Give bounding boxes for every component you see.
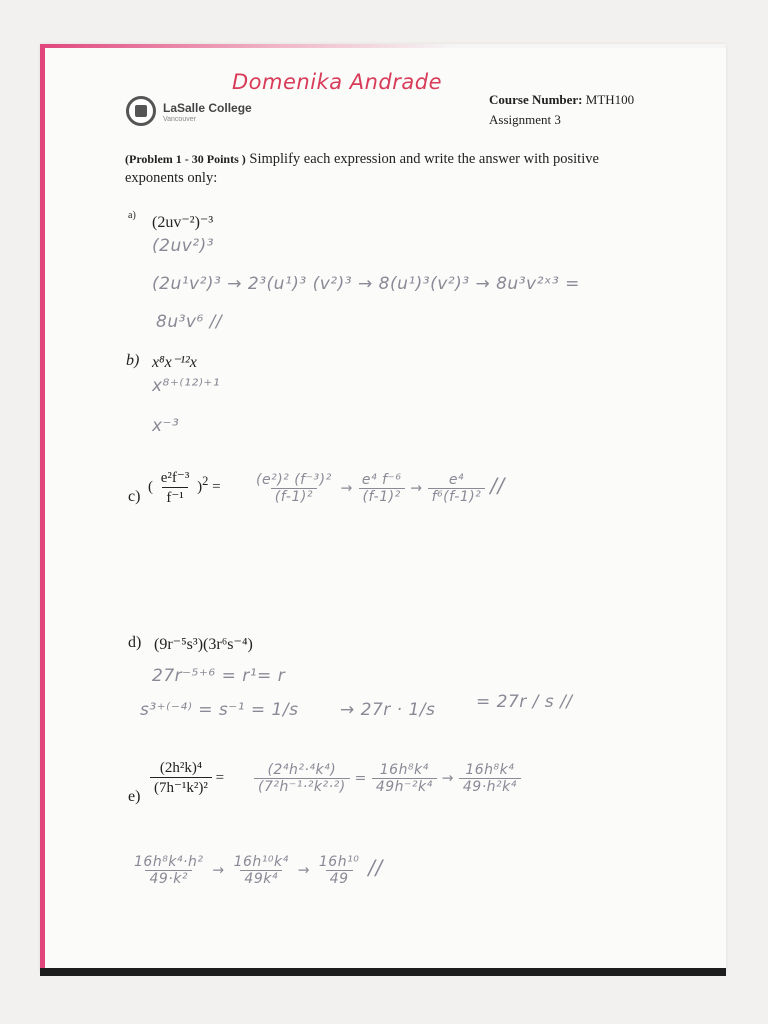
college-logo-icon: [126, 96, 156, 126]
part-c-work: $\frac{\text{(e²)² (f⁻³)²}}{\text{(f-1)²}}$ → $\frac{\text{e⁴ f⁻⁶}}{\text{(f-1)²}}$ → $\frac{\text{e⁴}}{\text{f⁶(f-1)²}}$ //: [252, 472, 505, 505]
part-c-expression: ( $\frac{\text{e²f⁻³}}{\text{f⁻¹}}$ )$^2$ =: [148, 470, 221, 506]
part-e-step-denominator: 49h⁻²k⁴: [372, 778, 437, 795]
student-signature: Domenika Andrade: [232, 70, 443, 94]
part-c-step-numerator: e⁴ f⁻⁶: [361, 472, 402, 488]
page-top-stripe: [40, 44, 726, 48]
part-c-numerator: e²f⁻³: [160, 470, 190, 486]
part-c-step: [252, 472, 336, 505]
logo-mark: [135, 105, 147, 117]
part-c-step-denominator: (f-1)²: [359, 488, 405, 505]
part-e-answer-denominator: 49: [326, 870, 353, 887]
part-a-expression: (2uv⁻²)⁻³: [152, 214, 214, 231]
part-e-step-denominator: 49k⁴: [240, 870, 282, 887]
part-e-step: [459, 762, 521, 795]
part-a-work-line: (2uv²)³: [152, 236, 215, 256]
part-e-step-denominator: (7²h⁻¹·²k²·²): [254, 778, 350, 795]
part-d-label: d): [128, 634, 142, 651]
part-e-label: e): [128, 788, 141, 805]
course-number: [489, 92, 634, 108]
part-b-expression: x⁸x⁻¹²x: [152, 354, 197, 371]
part-e-done-mark: //: [368, 855, 383, 880]
college-name: LaSalle College: [163, 101, 252, 115]
college-city: Vancouver: [163, 116, 196, 123]
part-b-label: b): [126, 352, 140, 369]
part-e-step: [130, 854, 207, 887]
problem-heading: (Problem 1 - 30 Points ): [125, 152, 246, 166]
part-b-work-line: x⁸⁺⁽¹²⁾⁺¹: [152, 376, 221, 396]
part-c-answer: [428, 472, 486, 505]
part-c-answer-numerator: e⁴: [448, 472, 465, 488]
part-e-answer-numerator: 16h¹⁰: [318, 854, 360, 870]
part-d-answer: = 27r / s //: [476, 692, 573, 712]
part-e-work-row-2: $\frac{\text{16h⁸k⁴·h²}}{\text{49·k²}}$ → $\frac{\text{16h¹⁰k⁴}}{\text{49k⁴}}$ → $\frac{\text{16h¹⁰}}{49}$ //: [130, 854, 383, 887]
part-d-work-line: → 27r · 1/s: [340, 700, 436, 720]
page-bottom-shadow: [40, 968, 726, 976]
assignment-page: [40, 44, 726, 972]
part-d-expression: (9r⁻⁵s³)(3r⁶s⁻⁴): [154, 636, 253, 653]
part-c-answer-denominator: f⁶(f-1)²: [428, 488, 486, 505]
part-e-work-row-1: $\frac{\text{(2⁴h²·⁴k⁴)}}{\text{(7²h⁻¹·²k²·²)}}$ = $\frac{\text{16h⁸k⁴}}{\text{49h⁻²k⁴}}$ → $\frac{\text{16h⁸k⁴}}{\text{49·h²k⁴}}$: [254, 762, 521, 795]
part-c-denominator: f⁻¹: [162, 487, 187, 507]
part-e-step-numerator: 16h¹⁰k⁴: [233, 854, 289, 870]
part-a-label: a): [128, 210, 136, 221]
problem-statement: [125, 150, 655, 188]
part-c-done-mark: //: [490, 473, 505, 498]
part-e-denominator: (7h⁻¹k²)²: [150, 777, 212, 797]
course-number-label: Course Number:: [489, 92, 583, 107]
part-e-numerator: (2h²k)⁴: [159, 760, 203, 776]
part-e-step-numerator: 16h⁸k⁴: [379, 762, 429, 778]
part-a-work-line: (2u¹v²)³ → 2³(u¹)³ (v²)³ → 8(u¹)³(v²)³ → 8u³v²ˣ³ =: [152, 274, 580, 294]
problem-instructions: Simplify each expression and write the answer with positive exponents only:: [125, 151, 599, 186]
part-e-step-denominator: 49·k²: [145, 870, 191, 887]
part-e-step-numerator: 16h⁸k⁴: [465, 762, 515, 778]
part-a-answer: 8u³v⁶ //: [156, 312, 223, 332]
part-c-step-denominator: (f-1)²: [271, 488, 317, 505]
part-c-label: c): [128, 488, 141, 505]
part-e-step: [372, 762, 437, 795]
course-number-value: MTH100: [585, 92, 635, 107]
page-edge-stripe: [40, 44, 45, 972]
assignment-title: Assignment 3: [489, 112, 561, 127]
part-d-work-line: 27r⁻⁵⁺⁶ = r¹= r: [152, 666, 286, 686]
part-c-step: [358, 472, 406, 505]
part-e-step: [254, 762, 350, 795]
part-c-fraction: [157, 468, 194, 507]
part-d-work-line: s³⁺⁽⁻⁴⁾ = s⁻¹ = 1/s: [140, 700, 299, 720]
part-e-answer: [315, 854, 363, 887]
part-e-step: [230, 854, 293, 887]
part-c-step-numerator: (e²)² (f⁻³)²: [256, 472, 332, 488]
part-e-step-numerator: 16h⁸k⁴·h²: [134, 854, 204, 870]
part-c-exponent: 2: [202, 473, 209, 488]
part-b-answer: x⁻³: [152, 416, 180, 436]
part-e-fraction: [150, 760, 212, 797]
part-e-step-denominator: 49·h²k⁴: [459, 778, 521, 795]
part-e-expression: $\frac{\text{(2h²k)⁴}}{\text{(7h⁻¹k²)²}}$ =: [150, 760, 224, 797]
part-e-step-numerator: (2⁴h²·⁴k⁴): [267, 762, 337, 778]
